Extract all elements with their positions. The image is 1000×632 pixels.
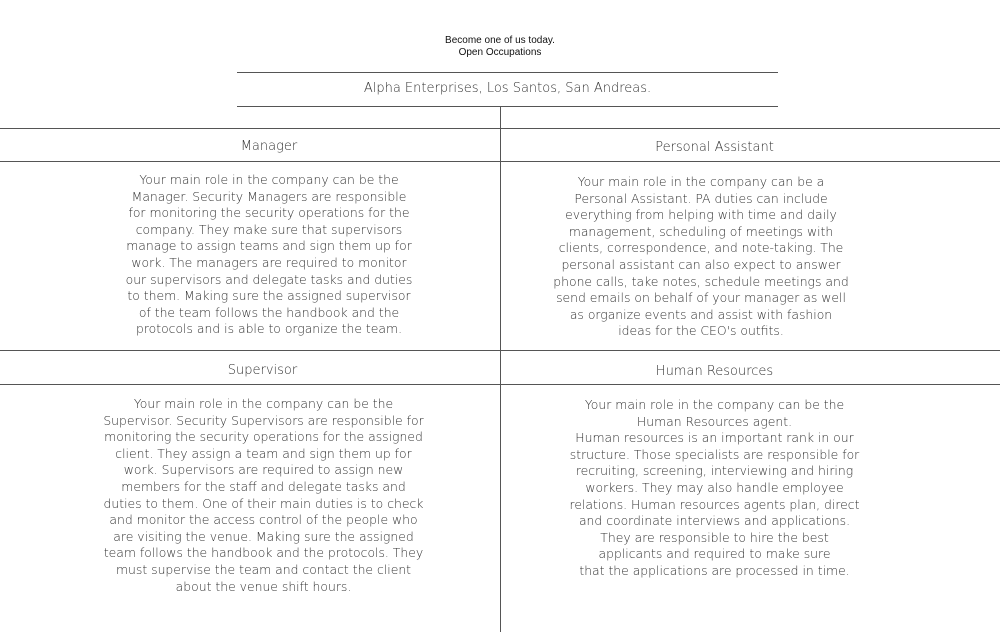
- human-resources-heading: Human Resources: [655, 364, 774, 379]
- text-line: team follows the handbook and the protocols. They: [103, 545, 424, 561]
- personal-assistant-heading: Personal Assistant: [655, 140, 774, 155]
- text-line: and monitor the access control of the people who: [109, 512, 418, 528]
- text-line: manage to assign teams and sign them up for: [126, 238, 412, 254]
- text-line: monitoring the security operations for the assigned: [104, 429, 423, 445]
- supervisor-heading: Supervisor: [227, 363, 298, 378]
- intro-tagline: Become one of us today.: [445, 35, 555, 46]
- text-line: They are responsible to hire the best: [600, 529, 829, 545]
- text-line: phone calls, take notes, schedule meetings and: [553, 273, 849, 289]
- text-line: Supervisor. Security Supervisors are responsible for: [103, 412, 424, 428]
- human-resources-description: [501, 397, 928, 580]
- company-name: Alpha Enterprises, Los Santos, San Andreas.: [363, 81, 652, 96]
- text-line: applicants and required to make sure: [598, 546, 831, 562]
- text-line: about the venue shift hours.: [175, 578, 352, 594]
- manager-description: [0, 172, 538, 338]
- text-line: everything from helping with time and daily: [565, 207, 837, 223]
- text-line: are visiting the venue. Making sure the assigned: [113, 528, 414, 544]
- personal-assistant-description: [501, 174, 901, 340]
- text-line: Manager. Security Managers are responsible: [131, 188, 407, 204]
- text-line: of the team follows the handbook and the: [138, 304, 400, 320]
- text-line: management, scheduling of meetings with: [568, 223, 834, 239]
- text-line: client. They assign a team and sign them up for: [115, 445, 412, 461]
- company-bottom-divider: [237, 106, 778, 107]
- text-line: ideas for the CEO's outfits.: [618, 323, 784, 339]
- text-line: protocols and is able to organize the team.: [135, 321, 403, 337]
- text-line: our supervisors and delegate tasks and duties: [125, 271, 413, 287]
- text-line: to them. Making sure the assigned supervisor: [127, 288, 411, 304]
- text-line: workers. They may also handle employee: [585, 479, 844, 495]
- text-line: Human Resources agent.: [636, 413, 793, 429]
- intro-subtitle: Open Occupations: [458, 47, 542, 58]
- text-line: as organize events and assist with fashion: [569, 306, 833, 322]
- manager-heading: Manager: [240, 139, 298, 154]
- text-line: recruiting, screening, interviewing and hiring: [575, 463, 854, 479]
- text-line: work. The managers are required to monitor: [131, 254, 407, 270]
- text-line: structure. Those specialists are responsible for: [569, 446, 860, 462]
- text-line: and coordinate interviews and applications.: [578, 513, 851, 529]
- text-line: clients, correspondence, and note-taking. The: [558, 240, 844, 256]
- text-line: Your main role in the company can be the: [139, 172, 399, 187]
- company-top-divider: [237, 72, 778, 73]
- text-line: Human resources is an important rank in our: [575, 430, 854, 446]
- text-line: must supervise the team and contact the client: [115, 561, 412, 577]
- text-line: work. Supervisors are required to assign new: [123, 462, 404, 478]
- text-line: send emails on behalf of your manager as well: [556, 290, 846, 306]
- text-line: that the applications are processed in time.: [579, 562, 850, 578]
- text-line: duties to them. One of their main duties is to check: [103, 495, 424, 511]
- text-line: company. They make sure that supervisors: [135, 221, 403, 237]
- text-line: Personal Assistant. PA duties can include: [574, 190, 828, 206]
- text-line: for monitoring the security operations for the: [128, 205, 410, 221]
- supervisor-description: [0, 396, 527, 595]
- intro-header: [0, 35, 1000, 59]
- text-line: members for the staff and delegate tasks and: [121, 478, 406, 494]
- text-line: relations. Human resources agents plan, direct: [569, 496, 860, 512]
- text-line: Your main role in the company can be the: [133, 396, 394, 411]
- text-line: Your main role in the company can be the: [584, 397, 845, 412]
- text-line: Your main role in the company can be a: [577, 174, 825, 189]
- text-line: personal assistant can also expect to answer: [561, 256, 841, 272]
